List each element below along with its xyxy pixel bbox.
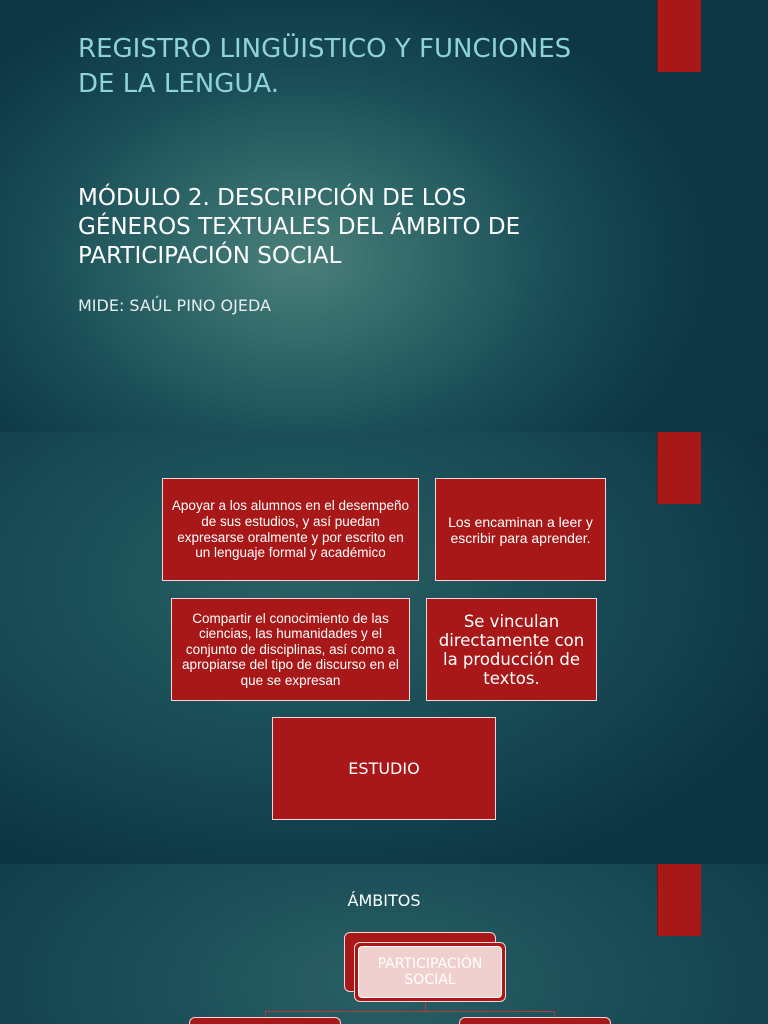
box-text: Apoyar a los alumnos en el desempeño de sus estudios, y así puedan expresarse oralmente y por escrito en un lenguaje formal y académico <box>171 498 410 561</box>
module-subtitle: MÓDULO 2. DESCRIPCIÓN DE LOS GÉNEROS TEXTUALES DEL ÁMBITO DE PARTICIPACIÓN SOCIAL <box>78 185 521 269</box>
estudio-box <box>272 717 496 820</box>
card-inner <box>358 946 502 998</box>
purpose-box-knowledge <box>171 598 410 701</box>
author-line: MIDE: SAÚL PINO OJEDA <box>78 296 271 315</box>
box-text: ESTUDIO <box>348 759 420 778</box>
red-corner-bar <box>657 432 701 504</box>
presentation-title: REGISTRO LINGÜISTICO Y FUNCIONES DE LA LENGUA. <box>78 34 572 99</box>
card-label: PARTICIPACIÓN SOCIAL <box>377 956 483 988</box>
ambitos-heading: ÁMBITOS <box>347 891 421 910</box>
box-text: Compartir el conocimiento de las ciencias, las humanidades y el conjunto de disciplinas, así como a apropiarse del tipo de discurso en el que se expresan <box>182 610 399 688</box>
red-corner-bar <box>657 0 701 72</box>
child-card-right <box>459 1017 611 1024</box>
box-text: Los encaminan a leer y escribir para aprender. <box>448 513 593 546</box>
participacion-social-card <box>354 942 506 1002</box>
slide-ambitos <box>0 864 768 1024</box>
purpose-box-support <box>162 478 419 581</box>
connector-line <box>265 1011 555 1012</box>
box-text: Se vinculan directamente con la producción de textos. <box>438 611 585 688</box>
slide-title <box>0 0 768 432</box>
purpose-box-production <box>426 598 597 701</box>
purpose-box-read-write <box>435 478 606 581</box>
slide-estudio <box>0 432 768 864</box>
child-card-left <box>189 1017 341 1024</box>
